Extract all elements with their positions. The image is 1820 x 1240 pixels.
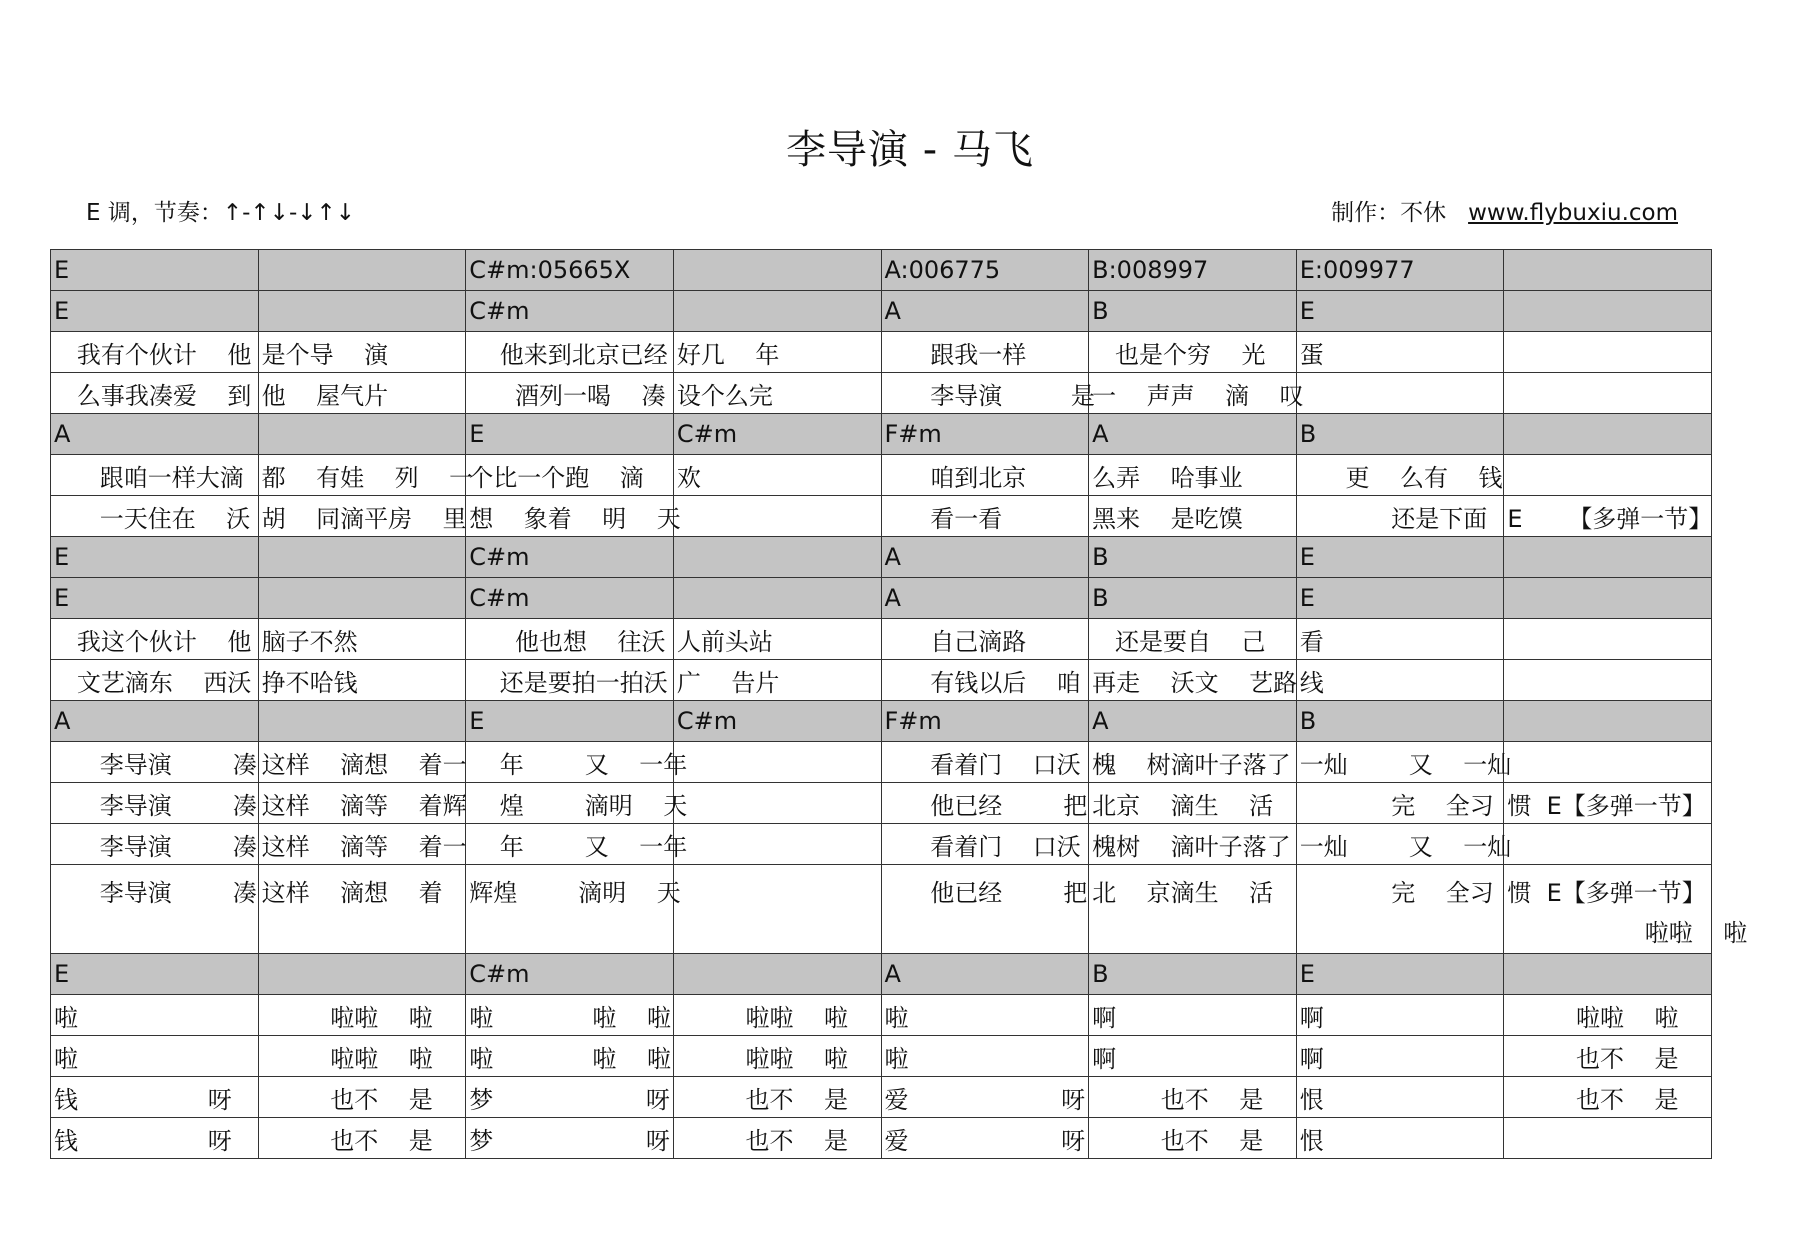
- lyric-cell: 这样 滴等 着一: [258, 824, 466, 865]
- lyric-cell: 啊: [1296, 995, 1504, 1036]
- lyric-cell: 年 又 一年: [466, 824, 674, 865]
- lyric-cell: 线: [1296, 660, 1504, 701]
- lyric-cell: 啦 啦 啦: [466, 995, 674, 1036]
- lyric-cell: 北京 滴生 活: [1089, 783, 1297, 824]
- lyric-cell: 是个导 演: [258, 332, 466, 373]
- lyric-cell: 李导演 凑: [51, 783, 259, 824]
- lyric-cell: [1504, 660, 1712, 701]
- chord-cell: [1504, 954, 1712, 995]
- lyric-cell: E 【多弹一节】: [1504, 496, 1712, 537]
- chord-row: [51, 578, 1712, 619]
- chord-cell: A: [51, 414, 259, 455]
- lyric-cell: 一 声声 滴 叹: [1089, 373, 1297, 414]
- lyric-cell: [673, 496, 881, 537]
- chord-cell: [258, 414, 466, 455]
- lyric-cell: [1504, 373, 1712, 414]
- lyric-cell: 跟咱一样大滴: [51, 455, 259, 496]
- lyric-cell: 爱 呀: [881, 1077, 1089, 1118]
- chord-row: [51, 537, 1712, 578]
- lyric-cell: 啦: [51, 1036, 259, 1077]
- lyric-cell: 钱 呀: [51, 1118, 259, 1159]
- lyric-cell: 啊: [1296, 1036, 1504, 1077]
- lyric-cell: [1504, 619, 1712, 660]
- lyric-row: [51, 995, 1712, 1036]
- lyric-cell: 也是个穷 光: [1089, 332, 1297, 373]
- lyric-cell: 还是下面: [1296, 496, 1504, 537]
- lyric-cell: 他已经 把: [881, 865, 1089, 954]
- chord-cell: [258, 954, 466, 995]
- website-link[interactable]: www.flybuxiu.com: [1468, 200, 1678, 226]
- chord-cell: [673, 291, 881, 332]
- lyric-cell: 梦 呀: [466, 1118, 674, 1159]
- lyric-cell: 李导演 凑: [51, 824, 259, 865]
- chord-cell: A: [881, 954, 1089, 995]
- lyric-row: [51, 742, 1712, 783]
- chord-cell: [258, 291, 466, 332]
- lyric-cell: 李导演 是: [881, 373, 1089, 414]
- lyric-cell: 一灿 又 一灿: [1296, 824, 1504, 865]
- chord-cell: E: [466, 701, 674, 742]
- lyric-row: [51, 1118, 1712, 1159]
- chord-cell: E: [51, 250, 259, 291]
- lyric-row: [51, 824, 1712, 865]
- chord-cell: E: [1296, 537, 1504, 578]
- lyric-row: [51, 496, 1712, 537]
- chord-cell: [1504, 537, 1712, 578]
- lyric-cell: 恨: [1296, 1077, 1504, 1118]
- lyric-cell: 这样 滴想 着: [258, 865, 466, 954]
- chord-cell: A: [1089, 701, 1297, 742]
- lyric-cell: 黑来 是吃馍: [1089, 496, 1297, 537]
- lyric-cell: 自己滴路: [881, 619, 1089, 660]
- chord-cell: E:009977: [1296, 250, 1504, 291]
- lyric-cell: 脑子不然: [258, 619, 466, 660]
- chord-cell: E: [51, 954, 259, 995]
- author-credit: 制作：不休: [1331, 200, 1447, 226]
- lyric-row: [51, 455, 1712, 496]
- lyric-row: [51, 373, 1712, 414]
- lyric-cell: 啦: [881, 995, 1089, 1036]
- lyric-row: [51, 660, 1712, 701]
- lyric-cell: 这样 滴等 着辉: [258, 783, 466, 824]
- chord-cell: [258, 578, 466, 619]
- lyric-cell: 也不 是: [1089, 1118, 1297, 1159]
- lyric-cell: 再走 沃文 艺路: [1089, 660, 1297, 701]
- song-title: 李导演 - 马飞: [786, 127, 1034, 173]
- lyric-cell: [1504, 455, 1712, 496]
- lyric-cell: 啦 啦 啦: [466, 1036, 674, 1077]
- lyric-cell: 看: [1296, 619, 1504, 660]
- chord-cell: [1504, 701, 1712, 742]
- chord-cell: C#m: [466, 578, 674, 619]
- chord-cell: E: [51, 291, 259, 332]
- chord-cell: E: [51, 578, 259, 619]
- chord-cell: A:006775: [881, 250, 1089, 291]
- lyric-cell: 也不 是: [673, 1077, 881, 1118]
- chord-cell: A: [881, 578, 1089, 619]
- lyric-row: [51, 783, 1712, 824]
- lyric-cell: 恨: [1296, 1118, 1504, 1159]
- lyric-cell: 欢: [673, 455, 881, 496]
- lyric-cell: 咱到北京: [881, 455, 1089, 496]
- chord-cell: A: [881, 537, 1089, 578]
- chord-cell: C#m: [466, 291, 674, 332]
- lyric-cell: 看着门 口沃: [881, 742, 1089, 783]
- lyric-cell: 也不 是: [258, 1118, 466, 1159]
- lyric-cell: 他来到北京已经: [466, 332, 674, 373]
- chord-row: [51, 414, 1712, 455]
- chord-cell: [258, 250, 466, 291]
- chord-cell: [258, 537, 466, 578]
- lyric-cell: 挣不哈钱: [258, 660, 466, 701]
- chord-cell: B:008997: [1089, 250, 1297, 291]
- lyric-cell: [673, 742, 881, 783]
- lyric-cell: 也不 是: [258, 1077, 466, 1118]
- lyric-cell: 看着门 口沃: [881, 824, 1089, 865]
- lyric-cell: 都 有娃 列 一: [258, 455, 466, 496]
- lyric-row: [51, 332, 1712, 373]
- chord-cell: B: [1089, 537, 1297, 578]
- chord-cell: [673, 537, 881, 578]
- lyric-cell: 李导演 凑: [51, 865, 259, 954]
- chord-cell: [673, 954, 881, 995]
- chord-cell: [673, 250, 881, 291]
- lyric-cell: [1504, 742, 1712, 783]
- lyric-cell: 啦啦 啦: [258, 1036, 466, 1077]
- chord-cell: E: [1296, 954, 1504, 995]
- lyric-cell: 想 象着 明 天: [466, 496, 674, 537]
- lyric-cell: 李导演 凑: [51, 742, 259, 783]
- lyric-cell: [673, 865, 881, 954]
- lyric-cell: 好几 年: [673, 332, 881, 373]
- lyric-cell: 胡 同滴平房 里: [258, 496, 466, 537]
- lyric-cell: 也不 是: [1089, 1077, 1297, 1118]
- lyric-cell: [673, 824, 881, 865]
- lyric-cell: [1504, 1118, 1712, 1159]
- lyric-cell: 有钱以后 咱: [881, 660, 1089, 701]
- lyric-cell: 文艺滴东 西沃: [51, 660, 259, 701]
- lyric-cell: 看一看: [881, 496, 1089, 537]
- chord-cell: C#m: [673, 414, 881, 455]
- chord-cell: A: [1089, 414, 1297, 455]
- lyric-cell: 辉煌 滴明 天: [466, 865, 674, 954]
- lyric-cell: 啦啦 啦: [1504, 995, 1712, 1036]
- lyric-cell: 也不 是: [673, 1118, 881, 1159]
- lyric-cell: 更 么有 钱: [1296, 455, 1504, 496]
- lyric-cell: 啦啦 啦: [673, 1036, 881, 1077]
- lyric-cell: 么事我凑爱 到: [51, 373, 259, 414]
- chord-cell: [1504, 291, 1712, 332]
- lyric-cell: 槐 树滴叶子落了: [1089, 742, 1297, 783]
- chord-row: [51, 250, 1712, 291]
- chord-cell: [673, 578, 881, 619]
- lyric-cell: 啦: [51, 995, 259, 1036]
- lyric-cell: 啦啦 啦: [673, 995, 881, 1036]
- lyric-row: [51, 1077, 1712, 1118]
- lyric-row: [51, 865, 1712, 954]
- chord-cell: C#m: [466, 954, 674, 995]
- chord-cell: B: [1296, 701, 1504, 742]
- lyric-cell: 完 全习: [1296, 865, 1504, 954]
- lyric-cell: 爱 呀: [881, 1118, 1089, 1159]
- lyric-cell: 个比一个跑 滴: [466, 455, 674, 496]
- lyric-cell: 人前头站: [673, 619, 881, 660]
- lyric-cell: 煌 滴明 天: [466, 783, 674, 824]
- chord-cell: E: [51, 537, 259, 578]
- chord-cell: B: [1296, 414, 1504, 455]
- lyric-cell: [673, 783, 881, 824]
- chord-cell: [1504, 250, 1712, 291]
- chord-row: [51, 954, 1712, 995]
- lyric-cell: [1504, 824, 1712, 865]
- lyric-cell: 酒列一喝 凑: [466, 373, 674, 414]
- chord-cell: E: [1296, 291, 1504, 332]
- lyric-cell: 年 又 一年: [466, 742, 674, 783]
- lyric-cell: 梦 呀: [466, 1077, 674, 1118]
- key-rhythm: E 调，节奏：↑-↑↓-↓↑↓: [86, 200, 356, 226]
- chord-cell: A: [51, 701, 259, 742]
- chord-cell: [1504, 578, 1712, 619]
- lyric-cell: 也不 是: [1504, 1077, 1712, 1118]
- chord-cell: [258, 701, 466, 742]
- lyric-cell: 钱 呀: [51, 1077, 259, 1118]
- lyric-cell: 他已经 把: [881, 783, 1089, 824]
- lyric-cell: [1296, 373, 1504, 414]
- lyric-cell: 他也想 往沃: [466, 619, 674, 660]
- lyric-cell: 我这个伙计 他: [51, 619, 259, 660]
- lyric-cell: 他 屋气片: [258, 373, 466, 414]
- chord-cell: C#m: [466, 537, 674, 578]
- lyric-cell: 槐树 滴叶子落了: [1089, 824, 1297, 865]
- chord-cell: E: [466, 414, 674, 455]
- lyric-cell: 广 告片: [673, 660, 881, 701]
- lyric-cell: 蛋: [1296, 332, 1504, 373]
- lyric-cell: 跟我一样: [881, 332, 1089, 373]
- lyric-cell: 啦: [881, 1036, 1089, 1077]
- chord-cell: B: [1089, 954, 1297, 995]
- chord-cell: F#m: [881, 414, 1089, 455]
- chord-cell: B: [1089, 578, 1297, 619]
- lyric-cell: [1504, 332, 1712, 373]
- lyric-cell: 还是要拍一拍沃: [466, 660, 674, 701]
- lyric-cell: 完 全习: [1296, 783, 1504, 824]
- chord-cell: A: [881, 291, 1089, 332]
- chord-cell: C#m:05665X: [466, 250, 674, 291]
- chord-cell: C#m: [673, 701, 881, 742]
- chord-cell: B: [1089, 291, 1297, 332]
- lyric-cell: 设个么完: [673, 373, 881, 414]
- lyric-cell: 一天住在 沃: [51, 496, 259, 537]
- lyric-cell: 一灿 又 一灿: [1296, 742, 1504, 783]
- lyric-cell: 啦啦 啦: [258, 995, 466, 1036]
- lyric-cell: 啊: [1089, 1036, 1297, 1077]
- lyric-cell: 么弄 哈事业: [1089, 455, 1297, 496]
- chord-sheet-table: [50, 249, 1748, 1159]
- chord-cell: E: [1296, 578, 1504, 619]
- credit-line: [1331, 194, 1678, 227]
- chord-cell: [1504, 414, 1712, 455]
- lyric-cell: 惯 E【多弹一节】 啦啦 啦: [1504, 865, 1712, 954]
- chord-row: [51, 701, 1712, 742]
- lyric-cell: 北 京滴生 活: [1089, 865, 1297, 954]
- lyric-cell: 还是要自 己: [1089, 619, 1297, 660]
- lyric-cell: 这样 滴想 着一: [258, 742, 466, 783]
- chord-cell: F#m: [881, 701, 1089, 742]
- lyric-cell: 也不 是: [1504, 1036, 1712, 1077]
- lyric-cell: 我有个伙计 他: [51, 332, 259, 373]
- lyric-cell: 啊: [1089, 995, 1297, 1036]
- lyric-row: [51, 619, 1712, 660]
- lyric-cell: 惯 E【多弹一节】: [1504, 783, 1712, 824]
- lyric-row: [51, 1036, 1712, 1077]
- chord-row: [51, 291, 1712, 332]
